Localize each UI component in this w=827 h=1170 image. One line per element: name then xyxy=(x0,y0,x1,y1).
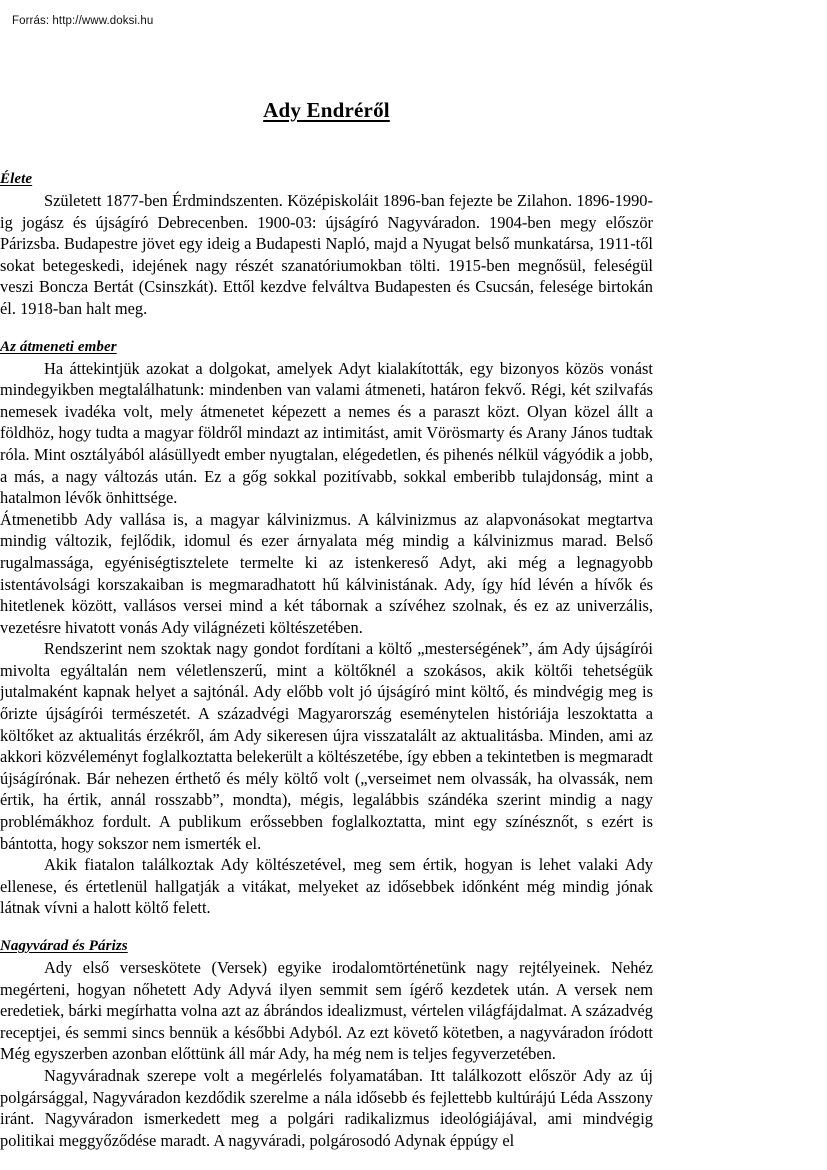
paragraph: Ha áttekintjük azokat a dolgokat, amelyek Adyt kialakították, egy bizonyos közös vonást mindegyikben megtalálhatunk: mindenben van valami átmeneti, határon fekvő. Régi, két szilvafás nemesek ivadéka volt, mely átmenetet képezett a nemes és a paraszt közt. Olyan közel állt a földhöz, hogy tudta a magyar földről mindazt az intimitást, amit Vörösmarty és Arany János tudtak róla. Mint osztályából alásüllyedt ember nyugtalan, elégedetlen, és pihenés nélkül vágyódik a jobb, a más, a nagy változás után. Ez a gőg sokkal pozitívabb, sokkal emberibb tulajdonság, mint a hatalmon lévők önhittsége. xyxy=(0,358,653,508)
source-watermark: Forrás: http://www.doksi.hu xyxy=(12,15,154,27)
section-heading: Az átmeneti ember xyxy=(0,338,117,355)
page-title: Ady Endréről xyxy=(263,98,390,122)
section-spacer xyxy=(0,919,653,937)
section-spacer xyxy=(0,320,653,338)
section-heading: Nagyvárad és Párizs xyxy=(0,938,128,954)
paragraph: Rendszerint nem szoktak nagy gondot fordítani a költő „mesterségének”, ám Ady újságírói mivolta egyáltalán nem véletlenszerű, mint a költőknél a szokásos, akik költői tehetségük jutalmaként kapnak helyet a sajtónál. Ady előbb volt jó újságíró mint költő, és mindvégig meg is őrizte újságírói természetét. A századvégi Magyarország eseménytelen históriája leszoktatta a költőket az aktualitás érzékről, ám Ady sikeresen újra visszatalált az aktualitásba. Minden, ami az akkori közvéleményt foglalkoztatta belekerült a költészetébe, így ebben a tekintetben is megmaradt újságírónak. Bár nehezen érthető és mély költő volt („verseimet nem olvassák, ha olvassák, nem értik, ha értik, annál rosszabb”, mondta), mégis, legalábbis szándéka szerint mindig a nagy problémákhoz fordult. A publikum erőssebben foglalkoztatta, mint egy színésznőt, s ezért is bántotta, hogy sokszor nem ismerték el. xyxy=(0,639,653,853)
paragraph: Ady első verseskötete (Versek) egyike irodalomtörténetünk nagy rejtélyeinek. Nehéz megérteni, hogyan nőhetett Ady Adyvá ilyen semmit sem ígérő kezdetek után. A versek nem eredetiek, bárki megírhatta volna azt az ábrándos idealizmust, vértelen világfájdalmat. A századvég receptjei, és semmi sincs bennük a későbbi Adyból. Az ezt követő kötetben, a nagyváradon íródott Még egyszerben azonban előttünk áll már Ady, ha még nem is teljes fegyverzetében. xyxy=(0,958,653,1064)
document-body xyxy=(0,170,653,1151)
section-heading: Élete xyxy=(0,171,33,187)
paragraph: Akik fiatalon találkoztak Ady költészetével, meg sem értik, hogyan is lehet valaki Ady ellenese, és értetlenül hallgatják a vitákat, melyeket az idősebbek időnként még mindig jónak látnak vívni a halott költő felett. xyxy=(0,855,653,918)
paragraph: Nagyváradnak szerepe volt a megérlelés folyamatában. Itt találkozott először Ady az új polgársággal, Nagyváradon kezdődik szerelme a nála idősebb és fejlettebb kultúrájú Léda Asszony iránt. Nagyváradon ismerkedett meg a polgári radikalizmus ideológiájával, ami mindvégig politikai meggyőződése maradt. A nagyváradi, polgárosodó Adynak éppúgy el xyxy=(0,1065,653,1150)
paragraph: Átmenetibb Ady vallása is, a magyar kálvinizmus. A kálvinizmus az alapvonásokat megtartva mindig változik, fejlődik, idomul és ezer árnyalata még mindig a kálvinizmus marad. Belső rugalmassága, egyéniségtisztelete termelte ki az istenkereső Adyt, aki még a legnagyobb istentávolsági korszakaiban is megmaradhatott hű kálvinistának. Ady, így híd lévén a hívők és hitetlenek között, vallásos versei mind a két tábornak a szívéhez szolnak, és ez az univerzális, vezetésre hivatott vonás Ady világnézeti költészetében. xyxy=(0,509,653,637)
paragraph: Született 1877-ben Érdmindszenten. Középiskoláit 1896-ban fejezte be Zilahon. 1896-1990-ig jogász és újságíró Debrecenben. 1900-03: újságíró Nagyváradon. 1904-ben megy először Párizsba. Budapestre jövet egy ideig a Budapesti Napló, majd a Nyugat belső munkatársa, 1911-től sokat betegeskedi, idejének nagy részét szanatóriumokban tölti. 1915-ben megnősül, feleségül veszi Boncza Bertát (Csinszkát). Ettől kezdve felváltva Budapesten és Csucsán, felesége birtokán él. 1918-ban halt meg. xyxy=(0,191,653,318)
